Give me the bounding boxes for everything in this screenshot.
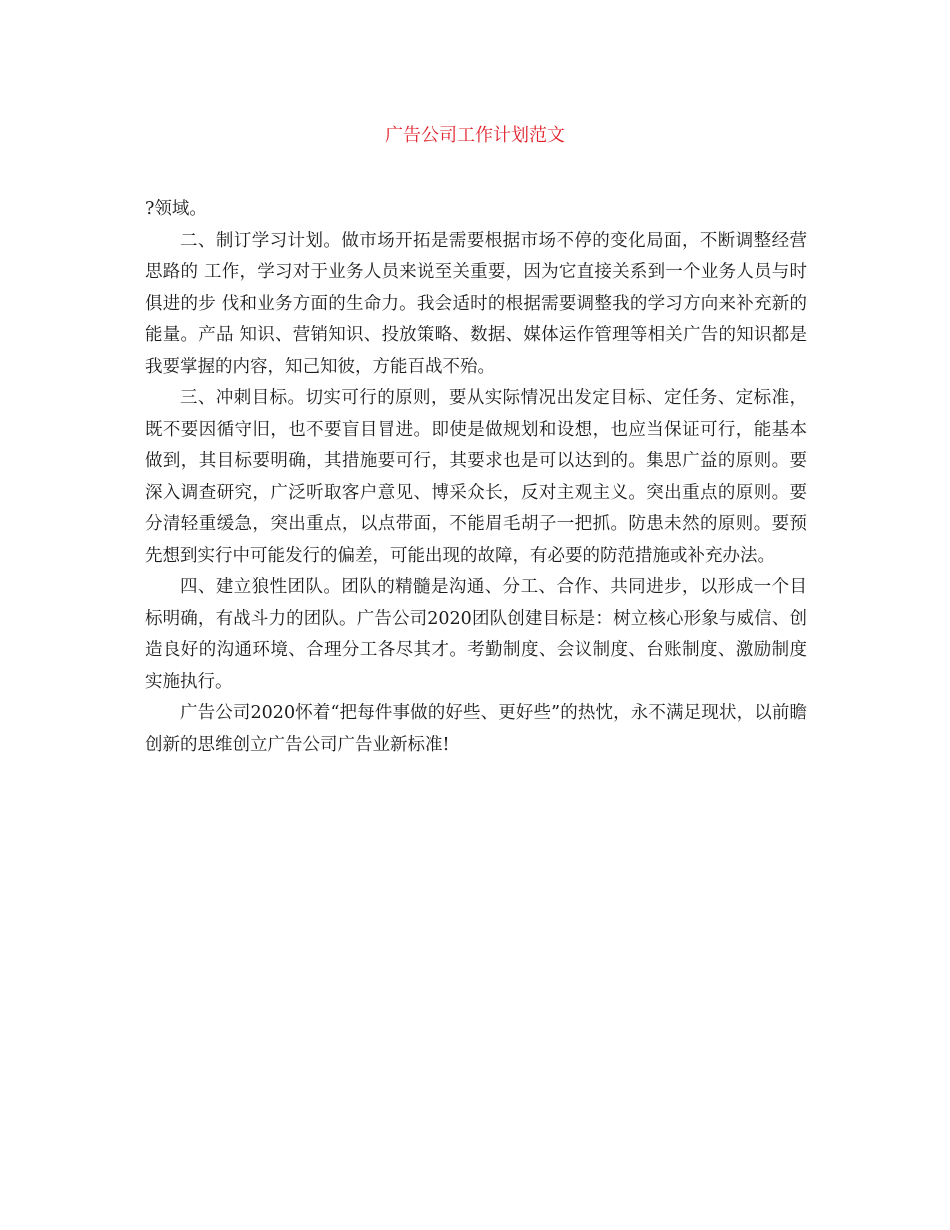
document-title: 广告公司工作计划范文 [385, 125, 565, 146]
document-body [145, 194, 807, 761]
paragraph-study-plan: 二、制订学习计划。做市场开拓是需要根据市场不停的变化局面，不断调整经营思路的 工作，学习对于业务人员来说至关重要，因为它直接关系到一个业务人员与时俱进的步 伐和业务方面的生命力。我会适时的根据需要调整我的学习方向来补充新的能量。产品 知识、营销知识、投放策略、数据、媒体运作管理等相关广告的知识都是我要掌握的内容，知己知彼，方能百战不殆。 [145, 230, 807, 377]
paragraph-targets: 三、冲刺目标。切实可行的原则，要从实际情况出发定目标、定任务、定标准，既不要因循守旧，也不要盲目冒进。即使是做规划和设想，也应当保证可行，能基本做到，其目标要明确，其措施要可行，其要求也是可以达到的。集思广益的原则。要深入调查研究，广泛听取客户意见、博采众长，反对主观主义。突出重点的原则。要分清轻重缓急，突出重点，以点带面，不能眉毛胡子一把抓。防患未然的原则。要预先想到实行中可能发行的偏差，可能出现的故障，有必要的防范措施或补充办法。 [145, 388, 807, 566]
paragraph-continuation: ?领域。 [145, 199, 207, 219]
paragraph-team: 四、建立狼性团队。团队的精髓是沟通、分工、合作、共同进步，以形成一个目标明确，有战斗力的团队。广告公司2020团队创建目标是：树立核心形象与威信、创造良好的沟通环境、合理分工各尽其才。考勤制度、会议制度、台账制度、激励制度实施执行。 [145, 577, 807, 692]
paragraph-closing: 广告公司2020怀着“把每件事做的好些、更好些”的热忱，永不满足现状，以前瞻创新的思维创立广告公司广告业新标准! [145, 703, 807, 755]
